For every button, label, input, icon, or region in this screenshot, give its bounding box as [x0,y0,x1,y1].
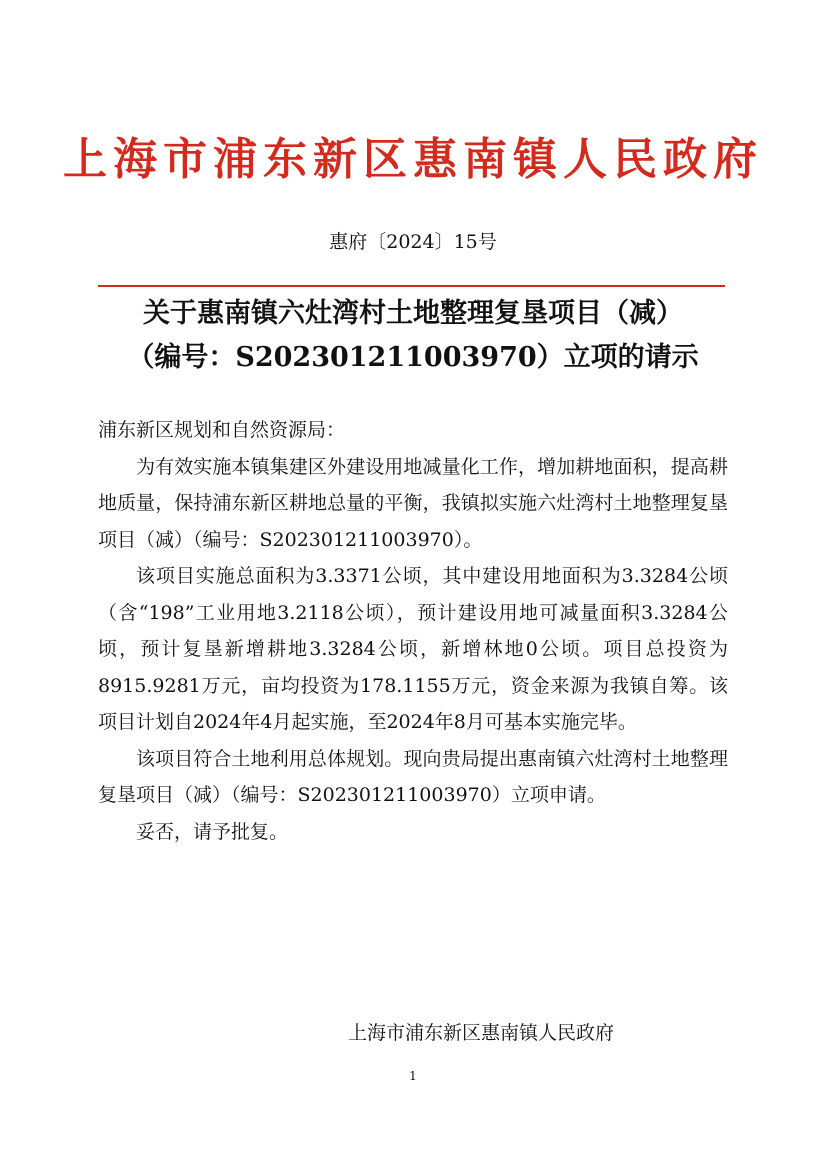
red-separator-line [98,285,725,287]
document-body [98,412,728,850]
signature-organization: 上海市浦东新区惠南镇人民政府 [348,1022,615,1044]
closing-request: 妥否，请予批复。 [136,820,289,843]
page-number: 1 [409,1069,417,1083]
body-paragraph-3: 该项目符合土地利用总体规划。现向贵局提出惠南镇六灶湾村土地整理复垦项目（减）（编号：S202301211003970）立项申请。 [98,747,728,806]
document-number: 惠府〔2024〕15号 [329,231,497,253]
issuing-organization-header: 上海市浦东新区惠南镇人民政府 [63,134,763,185]
title-line-2: （编号：S202301211003970）立项的请示 [127,342,699,373]
salutation: 浦东新区规划和自然资源局： [98,419,346,441]
body-paragraph-1: 为有效实施本镇集建区外建设用地减量化工作，增加耕地面积，提高耕地质量，保持浦东新区耕地总量的平衡，我镇拟实施六灶湾村土地整理复垦项目（减）（编号：S202301211003970）。 [98,455,728,551]
title-line-1: 关于惠南镇六灶湾村土地整理复垦项目（减） [143,298,683,329]
document-title [60,292,766,380]
body-paragraph-2: 该项目实施总面积为3.3371公顷，其中建设用地面积为3.3284公顷（含“198”工业用地3.2118公顷），预计建设用地可减量面积3.3284公顷，预计复垦新增耕地3.3284公顷，新增林地0公顷。项目总投资为8915.9281万元，亩均投资为178.1155万元，资金来源为我镇自筹。该项目计划自2024年4月起实施，至2024年8月可基本实施完毕。 [98,565,728,733]
